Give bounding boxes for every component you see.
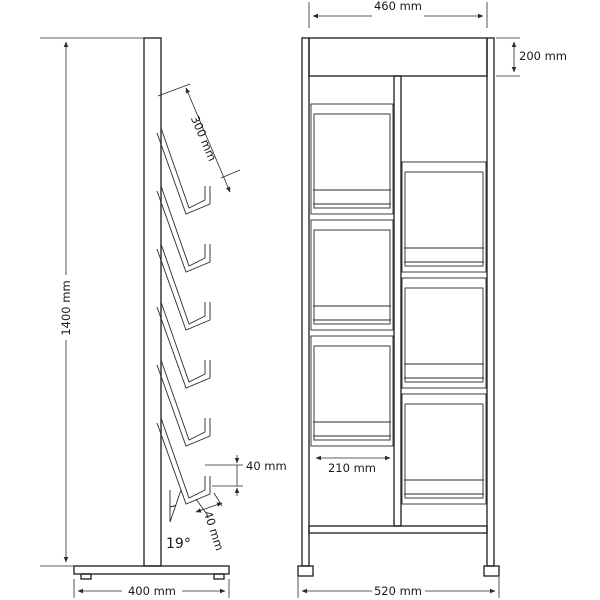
tilt-angle-label: 19° <box>166 536 191 552</box>
pocket-spacing-label: 300 mm <box>187 113 220 164</box>
left-post <box>302 38 309 566</box>
upright-post <box>144 38 161 566</box>
right-post <box>487 38 494 566</box>
literature-pockets <box>311 104 486 504</box>
foot-pad-right <box>214 574 224 579</box>
foot-pad-left <box>81 574 91 579</box>
pocket <box>402 162 486 272</box>
pocket-bracket <box>157 244 210 330</box>
base-depth-label: 400 mm <box>127 584 177 598</box>
header-panel <box>309 38 487 76</box>
base-foot <box>74 566 229 574</box>
pocket <box>402 278 486 388</box>
base-width-label: 520 mm <box>373 584 423 598</box>
top-width-label: 460 mm <box>373 0 423 13</box>
pocket-lip-label: 40 mm <box>200 509 227 553</box>
pocket <box>311 336 393 446</box>
pocket-depth-label: 40 mm <box>246 459 287 473</box>
pocket <box>402 394 486 504</box>
pocket <box>311 220 393 330</box>
pocket-bracket <box>157 418 210 504</box>
pocket <box>311 104 393 214</box>
front-view <box>298 0 567 598</box>
pocket-width-label: 210 mm <box>327 461 377 475</box>
header-height-label: 200 mm <box>519 49 568 63</box>
bottom-rail <box>309 526 487 533</box>
side-view <box>40 38 287 598</box>
total-height-label: 1400 mm <box>59 280 73 336</box>
pocket-bracket <box>157 360 210 446</box>
spacing-ext-top <box>158 84 190 96</box>
pocket-bracket <box>157 302 210 388</box>
pocket-bracket <box>157 186 210 272</box>
center-divider <box>394 76 401 526</box>
pocket-brackets <box>157 128 210 504</box>
lip-ext-left <box>196 499 206 513</box>
tilt-angle-mark <box>170 490 181 522</box>
front-foot-left <box>298 566 313 576</box>
front-foot-right <box>484 566 499 576</box>
